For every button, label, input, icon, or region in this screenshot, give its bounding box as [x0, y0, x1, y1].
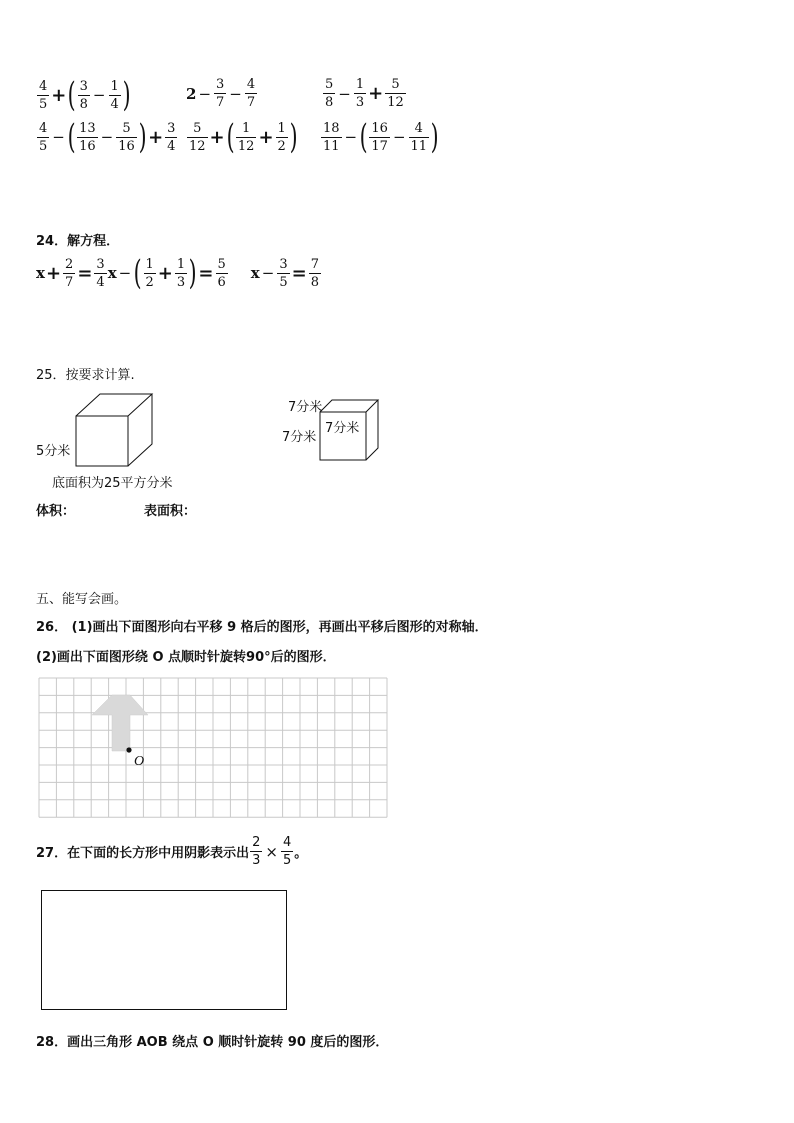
fraction: $\frac{1}{2}$	[277, 120, 286, 154]
q24-equations: x + $\frac{2}{7}$ = $\frac{3}{4}$ x − ( $\frac{1}{2}$ + $\frac{1}{3}$ ) = $\frac{5}{6}$ x − $\frac{3}{5}$ = $\frac{7}{8}$	[36, 253, 319, 293]
fraction: $\frac{5}{8}$	[325, 77, 334, 110]
q26-line1: 26． (1)画出下面图形向右平移 9 格后的图形，再画出平移后图形的对称轴．	[36, 620, 488, 635]
volume-label: 体积：	[36, 504, 76, 519]
point-o-label: O	[134, 754, 145, 769]
fraction: $\frac{3}{5}$	[279, 256, 288, 290]
q26-line2: (2)画出下面图形绕 O 点顺时针旋转90°后的图形．	[36, 650, 336, 665]
expr-row2-2: $\frac{5}{12}$ + ( $\frac{1}{12}$ + $\frac{1}{2}$ )	[189, 117, 298, 157]
fraction: $\frac{1}{3}$	[176, 256, 186, 290]
fraction: $\frac{4}{5}$	[282, 835, 292, 868]
fraction: $\frac{18}{11}$	[323, 120, 340, 154]
fraction: $\frac{16}{17}$	[371, 120, 388, 154]
point-o	[126, 747, 131, 752]
cube1-base-label: 底面积为25平方分米	[52, 476, 173, 491]
fraction: $\frac{3}{4}$	[167, 120, 176, 154]
fraction: $\frac{1}{3}$	[355, 77, 365, 110]
cube2-top-label: 7分米	[288, 400, 323, 415]
fraction: $\frac{2}{7}$	[65, 256, 74, 290]
fraction: $\frac{5}{12}$	[387, 77, 404, 110]
q24-title: 24．解方程．	[36, 234, 120, 249]
expr-row2-3: $\frac{18}{11}$ − ( $\frac{16}{17}$ − $\frac{4}{11}$ )	[323, 117, 439, 157]
fraction: $\frac{13}{16}$	[79, 120, 96, 154]
fraction: $\frac{1}{2}$	[145, 256, 154, 290]
expr-row1-3: $\frac{5}{8}$ − $\frac{1}{3}$ + $\frac{5}{12}$	[325, 77, 404, 110]
fraction: $\frac{5}{16}$	[118, 120, 135, 154]
fraction: $\frac{3}{8}$	[79, 78, 88, 112]
fraction: $\frac{4}{7}$	[246, 77, 256, 110]
fraction: $\frac{3}{7}$	[216, 77, 225, 110]
arrow-shape	[92, 695, 148, 751]
fraction: $\frac{3}{4}$	[96, 256, 105, 290]
surface-area-label: 表面积：	[144, 504, 197, 519]
fraction: $\frac{4}{11}$	[410, 120, 428, 154]
cube2-left-label: 7分米	[282, 430, 317, 445]
cube1-side-label: 5分米	[36, 444, 71, 459]
fraction: $\frac{5}{12}$	[189, 120, 206, 154]
q28-text: 28．画出三角形 AOB 绕点 O 顺时针旋转 90 度后的图形．	[36, 1035, 389, 1050]
expr-row2-1: $\frac{4}{5}$ − ( $\frac{13}{16}$ − $\frac{5}{16}$ ) + $\frac{3}{4}$	[39, 117, 176, 157]
fraction: $\frac{1}{4}$	[110, 78, 119, 112]
grid-canvas[interactable]	[38, 677, 388, 827]
fraction: $\frac{5}{6}$	[217, 256, 226, 290]
expr-row1-2: 2 − $\frac{3}{7}$ − $\frac{4}{7}$	[186, 77, 256, 110]
grid-lines	[39, 678, 387, 817]
fraction: $\frac{4}{5}$	[39, 120, 48, 154]
cube2-front-label: 7分米	[325, 421, 360, 436]
q25-title: 25．按要求计算.	[36, 368, 135, 383]
expr-row1-1: $\frac{4}{5}$ + ( $\frac{3}{8}$ − $\frac{1}{4}$ )	[39, 75, 131, 115]
fraction: $\frac{1}{12}$	[237, 120, 255, 154]
section5-title: 五、能写会画。	[36, 592, 128, 607]
shading-rectangle[interactable]	[41, 890, 287, 1010]
cube-1	[70, 390, 160, 470]
fraction: $\frac{7}{8}$	[310, 256, 319, 290]
q27-prompt: 27．在下面的长方形中用阴影表示出 $\frac{2}{3}$ × $\frac{4}{5}$ 。	[36, 835, 308, 868]
fraction: $\frac{4}{5}$	[39, 78, 48, 112]
fraction: $\frac{2}{3}$	[252, 835, 261, 868]
